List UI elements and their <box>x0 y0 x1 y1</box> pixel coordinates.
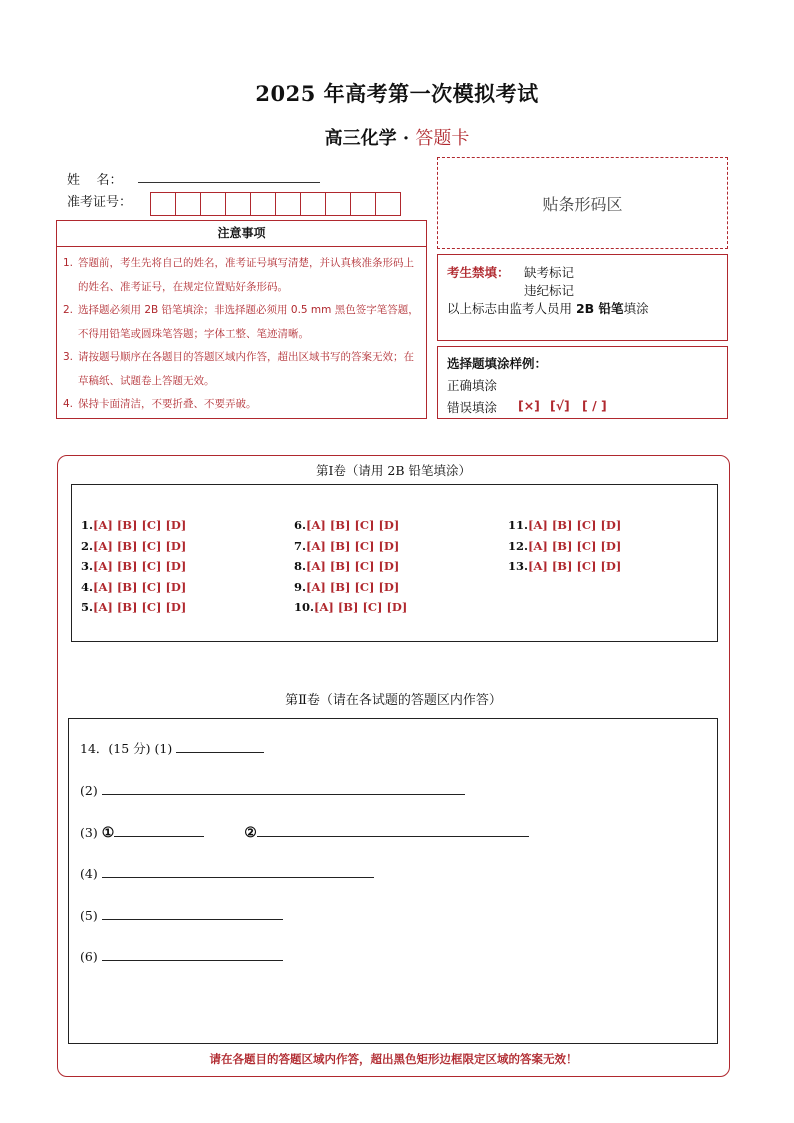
mc-option-bubble[interactable]: [D] <box>165 538 187 553</box>
mc-option-bubble[interactable]: [A] <box>306 559 326 573</box>
mc-question <box>508 559 625 573</box>
notice-item-number: 1. <box>63 257 74 269</box>
mc-option-bubble[interactable]: [D] <box>600 518 622 532</box>
mc-question <box>294 580 403 594</box>
mc-question-number: 4. <box>81 579 94 594</box>
mc-option-bubble[interactable]: [D] <box>165 559 187 573</box>
exam-id-digit-box[interactable] <box>250 192 276 216</box>
mc-option-bubble[interactable]: [C] <box>362 600 383 614</box>
proctor-note <box>447 299 649 317</box>
mc-option-bubble[interactable]: [C] <box>141 518 162 532</box>
circle-2-label: ② <box>244 825 257 841</box>
mc-question <box>508 539 625 553</box>
violation-mark-label[interactable]: 违纪标记 <box>524 283 575 298</box>
mc-option-bubble[interactable]: [D] <box>378 559 400 573</box>
circle-1-label: ① <box>101 825 115 841</box>
notice-item-text: 请按题号顺序在各题目的答题区域内作答，超出区域书写的答案无效；在草稿纸、试题卷上答题无效。 <box>78 351 414 387</box>
notice-item-text: 保持卡面清洁，不要折叠、不要弄破。 <box>78 398 257 410</box>
mc-question <box>81 518 190 532</box>
mc-question <box>81 539 190 553</box>
exam-id-digit-box[interactable] <box>150 192 176 216</box>
page-title: 2025 年高考第一次模拟考试 <box>255 81 539 106</box>
mc-option-bubble[interactable]: [B] <box>116 518 138 532</box>
mc-question-number: 6. <box>294 518 307 532</box>
exam-id-digit-box[interactable] <box>225 192 251 216</box>
mc-question-number: 13. <box>508 559 529 573</box>
mc-option-bubble[interactable]: [B] <box>116 538 138 553</box>
section-1-title: 第Ⅰ卷（请用 2B 铅笔填涂） <box>315 463 472 478</box>
notice-item <box>63 299 420 346</box>
mc-option-bubble[interactable]: [A] <box>306 538 326 553</box>
mc-question-number: 9. <box>294 579 307 594</box>
exam-id-digit-box[interactable] <box>200 192 226 216</box>
footer-warning: 请在各题目的答题区域内作答，超出黑色矩形边框限定区域的答案无效！ <box>209 1052 578 1066</box>
mc-option-bubble[interactable]: [B] <box>551 538 573 553</box>
mc-question <box>294 559 403 573</box>
q14-part-2 <box>80 780 465 798</box>
part-4-label: (4) <box>80 866 98 881</box>
wrong-mark-check: [√] <box>550 398 570 413</box>
mc-question-number: 1. <box>81 518 94 532</box>
part-6-label: (6) <box>80 949 98 964</box>
mc-option-bubble[interactable]: [B] <box>551 559 573 573</box>
exam-id-digit-box[interactable] <box>375 192 401 216</box>
notice-item <box>63 346 420 393</box>
notice-item-number: 3. <box>63 351 74 363</box>
mc-option-bubble[interactable]: [A] <box>528 538 548 553</box>
mc-option-bubble[interactable]: [C] <box>141 559 162 573</box>
mc-question-number: 10. <box>294 600 315 614</box>
exam-id-digit-box[interactable] <box>300 192 326 216</box>
answer-line-4[interactable] <box>102 863 374 878</box>
fill-sample-title: 选择题填涂样例： <box>447 356 548 371</box>
mc-question-number: 2. <box>81 538 94 553</box>
mc-question <box>294 600 411 614</box>
mc-question-number: 5. <box>81 600 94 614</box>
mc-option-bubble[interactable]: [A] <box>93 600 113 614</box>
answer-line-1[interactable] <box>176 738 264 753</box>
mc-question-number: 3. <box>81 559 94 573</box>
mc-option-bubble[interactable]: [B] <box>329 579 351 594</box>
mc-option-bubble[interactable]: [C] <box>141 579 162 594</box>
proctor-only-box <box>437 254 728 341</box>
q14-part-6 <box>80 946 283 964</box>
mc-option-bubble[interactable]: [A] <box>528 559 548 573</box>
mc-option-bubble[interactable]: [B] <box>116 559 138 573</box>
q14-heading: 14．(15 分) (1) <box>80 741 173 756</box>
notice-item <box>63 252 420 299</box>
mc-option-bubble[interactable]: [D] <box>378 538 400 553</box>
notice-item-number: 4. <box>63 398 74 410</box>
name-field[interactable] <box>138 182 320 183</box>
correct-fill-label: 正确填涂 <box>447 378 498 393</box>
mc-option-bubble[interactable]: [C] <box>576 538 597 553</box>
mc-option-bubble[interactable]: [D] <box>600 559 622 573</box>
mc-option-bubble[interactable]: [C] <box>141 538 162 553</box>
notice-item <box>63 393 420 417</box>
mc-question-number: 11. <box>508 518 529 532</box>
section-2-title: 第Ⅱ卷（请在各试题的答题区内作答） <box>285 693 502 708</box>
notice-item-text: 答题前，考生先将自己的姓名，准考证号填写清楚，并认真核准条形码上的姓名、准考证号，在规定位置贴好条形码。 <box>78 257 414 293</box>
mc-question <box>81 600 190 614</box>
subtitle-subject: 高三化学 · <box>324 128 416 149</box>
mc-option-bubble[interactable]: [C] <box>354 518 375 532</box>
mc-option-bubble[interactable]: [D] <box>165 579 187 594</box>
mc-option-bubble[interactable]: [B] <box>116 579 138 594</box>
mc-question-number: 12. <box>508 538 529 553</box>
mc-option-bubble[interactable]: [C] <box>576 518 597 532</box>
mc-option-bubble[interactable]: [B] <box>329 559 351 573</box>
page-subtitle <box>0 124 794 150</box>
notice-box <box>56 220 427 419</box>
mc-option-bubble[interactable]: [A] <box>306 579 326 594</box>
wrong-mark-cross: [×] <box>518 398 540 413</box>
mc-option-bubble[interactable]: [B] <box>337 600 359 614</box>
exam-id-boxes[interactable] <box>151 192 401 216</box>
mc-question <box>294 518 403 532</box>
mc-option-bubble[interactable]: [C] <box>354 559 375 573</box>
proctor-note-bold: 2B 铅笔 <box>575 301 624 316</box>
fill-sample-box <box>437 346 728 419</box>
mc-option-bubble[interactable]: [B] <box>551 518 573 532</box>
exam-id-label: 准考证号： <box>67 195 133 210</box>
mc-option-bubble[interactable]: [A] <box>528 518 548 532</box>
mc-option-bubble[interactable]: [D] <box>165 600 187 614</box>
barcode-area <box>437 157 728 249</box>
exam-id-digit-box[interactable] <box>275 192 301 216</box>
mc-question <box>508 518 625 532</box>
mc-option-bubble[interactable]: [C] <box>576 559 597 573</box>
exam-id-digit-box[interactable] <box>325 192 351 216</box>
barcode-label: 贴条形码区 <box>542 194 623 214</box>
notice-title: 注意事项 <box>57 221 426 247</box>
subtitle-answer-card: 答题卡 <box>415 128 470 149</box>
mc-question <box>81 580 190 594</box>
mc-question-number: 7. <box>294 538 307 553</box>
proctor-only-label: 考生禁填： <box>447 265 510 280</box>
mc-question <box>294 539 403 553</box>
mc-option-bubble[interactable]: [A] <box>93 579 113 594</box>
answer-line-5[interactable] <box>102 905 283 920</box>
answer-line-3b[interactable] <box>257 822 529 837</box>
mc-option-bubble[interactable]: [D] <box>600 538 622 553</box>
mc-option-bubble[interactable]: [B] <box>116 600 138 614</box>
exam-id-digit-box[interactable] <box>350 192 376 216</box>
part-5-label: (5) <box>80 908 98 923</box>
notice-item-number: 2. <box>63 304 74 316</box>
absent-mark-label[interactable]: 缺考标记 <box>524 265 575 280</box>
mc-option-bubble[interactable]: [D] <box>386 600 408 614</box>
answer-line-6[interactable] <box>102 946 283 961</box>
mc-option-bubble[interactable]: [B] <box>329 538 351 553</box>
q14-part-3 <box>80 822 529 841</box>
notice-item-text: 选择题必须用 2B 铅笔填涂；非选择题必须用 0.5 mm 黑色签字笔答题，不得用铅笔或圆珠笔答题；字体工整、笔迹清晰。 <box>78 304 419 340</box>
mc-option-bubble[interactable]: [B] <box>329 518 351 532</box>
proctor-note-prefix: 以上标志由监考人员用 <box>447 301 576 316</box>
mc-option-bubble[interactable]: [A] <box>93 559 113 573</box>
proctor-note-suffix: 填涂 <box>623 301 649 316</box>
q14-part-5 <box>80 905 283 923</box>
question-14-box <box>68 718 718 1044</box>
mc-option-bubble[interactable]: [A] <box>93 538 113 553</box>
q14-part-4 <box>80 863 374 881</box>
wrong-fill-label: 错误填涂 <box>447 400 498 415</box>
mc-option-bubble[interactable]: [A] <box>306 518 326 532</box>
wrong-mark-slash: [ / ] <box>582 398 607 413</box>
mc-option-bubble[interactable]: [D] <box>378 518 400 532</box>
answer-line-2[interactable] <box>102 780 465 795</box>
name-label: 姓 名： <box>67 173 123 188</box>
mc-option-bubble[interactable]: [A] <box>93 518 113 532</box>
mc-question <box>81 559 190 573</box>
mc-option-bubble[interactable]: [C] <box>354 579 375 594</box>
part-2-label: (2) <box>80 783 98 798</box>
q14-part-1 <box>80 738 264 757</box>
mc-option-bubble[interactable]: [C] <box>354 538 375 553</box>
mc-question-number: 8. <box>294 559 307 573</box>
exam-id-digit-box[interactable] <box>175 192 201 216</box>
mc-option-bubble[interactable]: [D] <box>378 579 400 594</box>
answer-line-3a[interactable] <box>114 822 204 837</box>
mc-option-bubble[interactable]: [A] <box>314 600 334 614</box>
mc-option-bubble[interactable]: [D] <box>165 518 187 532</box>
mc-option-bubble[interactable]: [C] <box>141 600 162 614</box>
part-3-label: (3) <box>80 825 98 840</box>
